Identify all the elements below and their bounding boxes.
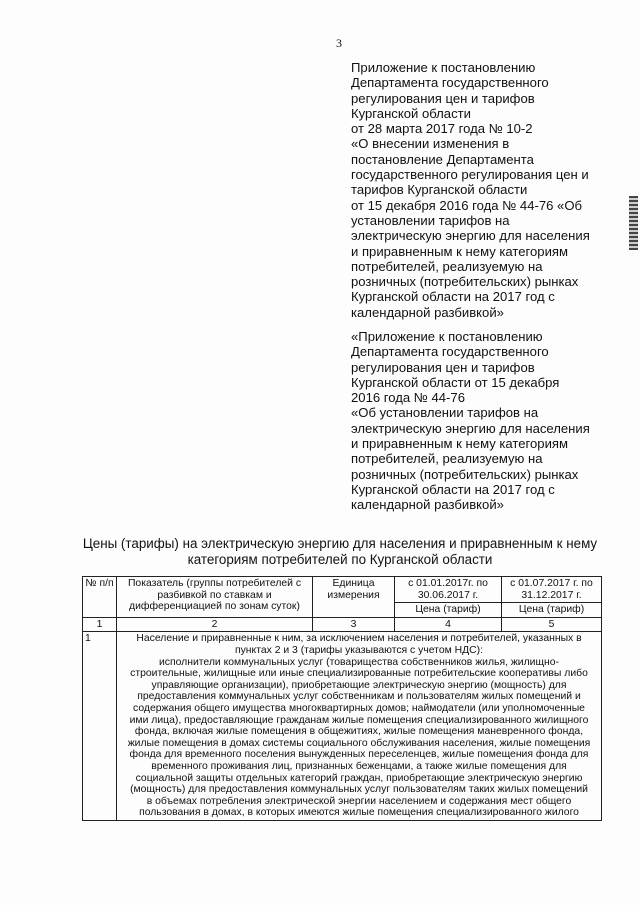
column-number: 4 [395, 617, 502, 632]
appendix-line: регулирования цен и тарифов [351, 90, 535, 106]
appendix-line: «Приложение к постановлению [351, 329, 543, 344]
appendix-line: электрическую энергию для населения [351, 228, 590, 244]
row-1-text-line: содержания общего имущества многоквартирных домов; наймодатели (или уполномоченные [133, 702, 585, 714]
appendix-line: регулирования цен и тарифов [351, 359, 535, 375]
row-1-description [117, 632, 602, 821]
appendix-line: Курганской области от 15 декабря [351, 374, 560, 390]
appendix-line: электрическую энергию для населения [351, 420, 590, 436]
appendix-header-amendment [351, 60, 601, 320]
table-title-line: Цены (тарифы) на электрическую энергию для населения и приравненным к нему [82, 536, 598, 551]
appendix-line: от 28 марта 2017 года № 10-2 [351, 121, 533, 137]
appendix-line: Курганской области на 2017 год с [351, 481, 555, 497]
row-1-text-line: в объемах потребления электрической энергии населением и содержания мест общего [146, 795, 572, 807]
appendix-line: Курганской области [351, 105, 471, 121]
row-number: 1 [83, 632, 117, 821]
row-1-text-line: строительные, жилищные или иные специализированные потребительские кооперативы либо [130, 668, 588, 680]
column-number: 3 [313, 617, 395, 632]
row-1-text-line: пунктах 2 и 3 (тарифы указываются с учетом НДС): [234, 644, 484, 656]
appendix-line: 2016 года № 44-76 [351, 390, 465, 406]
row-1-text-line: пользования в домах, в которых имеются жилые помещения специализированного жилого [139, 807, 579, 819]
appendix-line: и приравненным к нему категориям [351, 243, 568, 259]
appendix-line: государственного регулирования цен и [351, 167, 589, 183]
appendix-line: календарной разбивкой» [351, 497, 504, 513]
column-number: 2 [117, 617, 313, 632]
header-period-2: с 01.07.2017 г. по 31.12.2017 г. [502, 577, 602, 603]
row-1-text-line: исполнители коммунальных услуг (товарищества собственников жилья, жилищно- [159, 656, 559, 668]
appendix-line: тарифов Курганской области [351, 182, 528, 198]
header-indicator: Показатель (группы потребителей с разбивкой по ставкам и дифференциацией по зонам суток) [117, 577, 313, 618]
table-row-1 [83, 632, 602, 821]
row-1-text-line: временного проживания лиц, признанных беженцами, а также жилые помещения для [151, 760, 567, 772]
row-1-text-line: жилые помещения в домах системы социального обслуживания населения, жилые помещения [127, 737, 591, 749]
appendix-line: календарной разбивкой» [351, 304, 504, 320]
appendix-line: и приравненным к нему категориям [351, 436, 568, 452]
table-title [80, 536, 600, 568]
column-number-row [83, 617, 602, 632]
appendix-line: Департамента государственного [351, 75, 549, 91]
row-1-text-line: (мощность) для предоставления коммунальных услуг пользователям таких жилых помещений [130, 784, 588, 796]
table-title-line: категориям потребителей по Курганской области [187, 552, 493, 567]
appendix-line: «О внесении изменения в [351, 136, 510, 152]
appendix-line: потребителей, реализуемую на [351, 451, 543, 467]
column-number: 1 [83, 617, 117, 632]
table-header-row [83, 577, 602, 603]
appendix-line: Курганской области на 2017 год с [351, 289, 555, 305]
row-1-text-line: управляющие организации), приобретающие электрическую энергию (мощность) для [151, 679, 567, 691]
scan-edge-mark [629, 196, 638, 250]
header-period-1: с 01.01.2017г. по 30.06.2017 г. [395, 577, 502, 603]
column-number: 5 [502, 617, 602, 632]
page-number: 3 [336, 36, 342, 50]
row-1-text-line: ими лица), предоставляющие гражданам жилые помещения специализированного жилищного [129, 714, 589, 726]
row-1-text-line: предоставления коммунальных услуг собственникам и пользователям жилых помещений и [137, 691, 581, 703]
appendix-header-original [351, 329, 601, 513]
header-price-1: Цена (тариф) [395, 603, 502, 618]
appendix-line: «Об установлении тарифов на [351, 405, 539, 421]
header-unit: Единица измерения [313, 577, 395, 618]
appendix-line: Департамента государственного [351, 344, 549, 360]
row-1-text-line: Население и приравненные к ним, за исключением населения и потребителей, указанных в [136, 633, 582, 645]
tariff-table [82, 576, 602, 821]
appendix-line: потребителей, реализуемую на [351, 258, 543, 274]
row-1-text-line: социальной защиты отдельных категорий граждан, приобретающие электрическую энергию [135, 772, 583, 784]
appendix-line: от 15 декабря 2016 года № 44-76 «Об [351, 197, 583, 213]
appendix-line: розничных (потребительских) рынках [351, 274, 579, 290]
appendix-line: установлении тарифов на [351, 212, 510, 228]
row-1-text-line: фонда для временного поселения вынужденных переселенцев, жилые помещения фонда для [129, 749, 589, 761]
appendix-line: постановление Департамента [351, 151, 534, 167]
header-price-2: Цена (тариф) [502, 603, 602, 618]
header-number: № п/п [83, 577, 117, 618]
row-1-text-line: фонда, включая жилые помещения в общежитиях, жилые помещения маневренного фонда, [134, 726, 584, 738]
appendix-line: розничных (потребительских) рынках [351, 466, 579, 482]
appendix-line: Приложение к постановлению [351, 60, 536, 75]
